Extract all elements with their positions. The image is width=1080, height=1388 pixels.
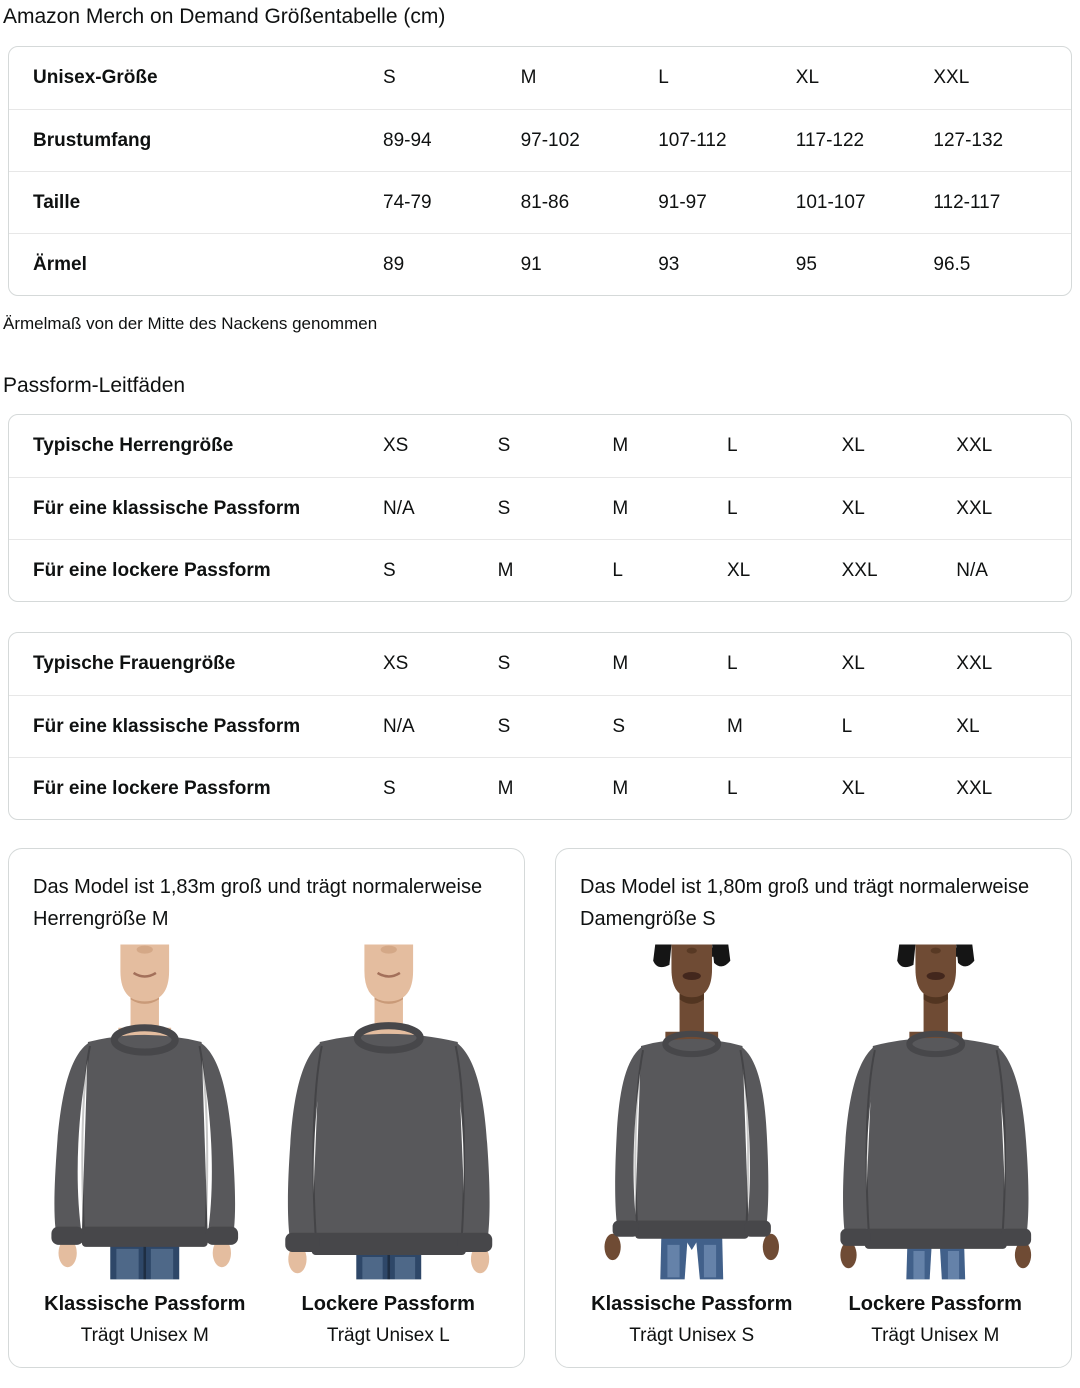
size-cell: L [658, 67, 669, 88]
table-row [9, 171, 1071, 233]
size-cell: M [520, 67, 537, 88]
size-cell: XXL [956, 477, 1071, 539]
size-cell: S [383, 757, 498, 819]
size-label: Trägt Unisex M [80, 1325, 209, 1346]
size-table [8, 46, 1072, 296]
table-row [9, 695, 1071, 757]
size-cell: M [612, 477, 727, 539]
table-row [9, 477, 1071, 539]
mens-fit-table [8, 414, 1072, 602]
size-label: Trägt Unisex L [326, 1325, 450, 1346]
row-label: Unisex-Größe [33, 67, 158, 88]
size-cell: XL [727, 539, 842, 601]
mens-model-description: Das Model ist 1,83m groß und trägt normalerweise Herrengröße M [33, 876, 483, 930]
fit-label: Klassische Passform [591, 1293, 793, 1315]
size-cell: L [727, 757, 842, 819]
size-label: Trägt Unisex M [871, 1325, 1000, 1346]
model-photo-womens-loose [814, 943, 1058, 1347]
size-cell: M [498, 757, 613, 819]
size-cell: S [383, 67, 396, 88]
size-cell: XXL [933, 67, 970, 88]
male-model-classic-illustration [23, 943, 267, 1287]
size-cell: M [498, 539, 613, 601]
size-cell: M [727, 695, 842, 757]
page-title: Amazon Merch on Demand Größentabelle (cm) [3, 5, 446, 28]
size-cell: 74-79 [383, 171, 521, 233]
row-label: Typische Frauengröße [33, 653, 236, 674]
size-cell: N/A [383, 695, 498, 757]
size-cell: L [726, 435, 738, 456]
size-cell: N/A [956, 539, 1071, 601]
size-cell: XL [842, 477, 957, 539]
size-cell: M [612, 757, 727, 819]
size-cell: 127-132 [933, 109, 1071, 171]
size-cell: M [612, 435, 629, 456]
table-row [9, 539, 1071, 601]
size-cell: 91-97 [658, 171, 796, 233]
table-row [9, 47, 1071, 109]
mens-model-card [8, 848, 525, 1368]
size-cell: S [497, 435, 511, 456]
table-row [9, 415, 1071, 477]
size-cell: XS [383, 435, 409, 456]
fit-label: Lockere Passform [848, 1293, 1022, 1315]
male-model-loose-illustration [267, 943, 511, 1287]
size-label: Trägt Unisex S [629, 1325, 755, 1346]
size-cell: S [497, 653, 511, 674]
fit-guides-heading: Passform-Leitfäden [3, 374, 186, 397]
size-cell: L [612, 539, 727, 601]
row-label: Taille [9, 171, 383, 233]
row-label: Für eine klassische Passform [9, 477, 383, 539]
size-cell: XXL [956, 435, 993, 456]
table-row [9, 233, 1071, 295]
womens-photos [570, 943, 1057, 1347]
size-cell: S [612, 695, 727, 757]
size-cell: 112-117 [933, 171, 1071, 233]
size-cell: 89-94 [383, 109, 521, 171]
womens-fit-table [8, 632, 1072, 820]
size-cell: S [383, 539, 498, 601]
size-cell: 96.5 [933, 233, 1071, 295]
size-cell: 81-86 [521, 171, 659, 233]
size-cell: 91 [521, 233, 659, 295]
size-cell: S [498, 695, 613, 757]
size-cell: 95 [796, 233, 934, 295]
size-cell: L [726, 653, 738, 674]
row-label: Für eine lockere Passform [9, 539, 383, 601]
size-cell: 117-122 [796, 109, 934, 171]
row-label: Typische Herrengröße [33, 435, 234, 456]
model-photo-mens-loose [267, 943, 511, 1347]
size-cell: XL [795, 67, 820, 88]
size-cell: XL [841, 435, 865, 456]
size-cell: XS [383, 653, 409, 674]
size-cell: 89 [383, 233, 521, 295]
table-row [9, 633, 1071, 695]
size-cell: L [842, 695, 957, 757]
size-cell: N/A [383, 477, 498, 539]
model-photo-mens-classic [23, 943, 267, 1347]
fit-label: Lockere Passform [301, 1293, 475, 1315]
female-model-classic-illustration [570, 943, 814, 1287]
row-label: Ärmel [9, 233, 383, 295]
size-cell: 93 [658, 233, 796, 295]
model-cards [8, 848, 1072, 1368]
row-label: Für eine klassische Passform [9, 695, 383, 757]
sleeve-measure-note: Ärmelmaß von der Mitte des Nackens genommen [3, 314, 378, 333]
size-cell: XXL [956, 757, 1071, 819]
size-cell: XXL [956, 653, 993, 674]
size-cell: XL [842, 757, 957, 819]
size-cell: XL [841, 653, 865, 674]
size-cell: XL [956, 695, 1071, 757]
size-cell: M [612, 653, 629, 674]
womens-model-description: Das Model ist 1,80m groß und trägt normalerweise Damengröße S [580, 876, 1030, 930]
size-cell: 101-107 [796, 171, 934, 233]
row-label: Brustumfang [9, 109, 383, 171]
size-cell: XXL [842, 539, 957, 601]
womens-model-card [555, 848, 1072, 1368]
size-cell: L [727, 477, 842, 539]
table-row [9, 109, 1071, 171]
female-model-loose-illustration [814, 943, 1058, 1287]
size-cell: 97-102 [521, 109, 659, 171]
size-cell: 107-112 [658, 109, 796, 171]
row-label: Für eine lockere Passform [9, 757, 383, 819]
fit-label: Klassische Passform [44, 1293, 246, 1315]
mens-photos [23, 943, 510, 1347]
size-cell: S [498, 477, 613, 539]
table-row [9, 757, 1071, 819]
model-photo-womens-classic [570, 943, 814, 1347]
